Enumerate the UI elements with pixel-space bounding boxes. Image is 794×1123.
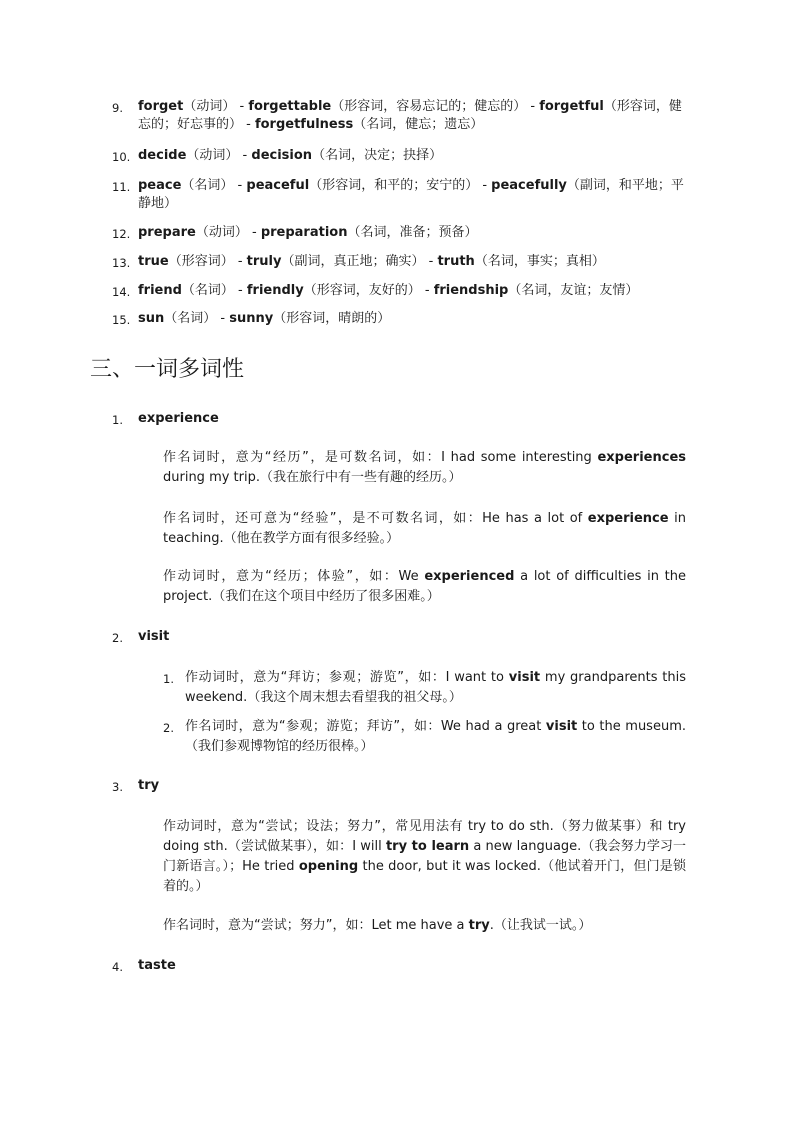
entry-heading-experience xyxy=(112,410,219,429)
word-list-item-12 xyxy=(112,224,692,243)
list-item xyxy=(112,177,692,213)
item-number: 9. xyxy=(112,101,123,115)
item-text: forget（动词） - forgettable（形容词，容易忘记的；健忘的） - forgetful（形容词，健忘的；好忘事的） - forgetfulness（名词，健忘；遗忘） xyxy=(138,99,682,132)
entry-word: try xyxy=(138,778,160,793)
word-list-item-14 xyxy=(112,282,692,301)
item-number: 10. xyxy=(112,150,131,164)
list-item xyxy=(112,98,692,134)
entry-number: 1. xyxy=(112,413,123,427)
entry-heading-visit xyxy=(112,628,169,647)
entry-word: visit xyxy=(138,629,170,644)
list-item xyxy=(112,253,692,272)
sub-item xyxy=(163,717,686,757)
item-text: friend（名词） - friendly（形容词，友好的） - friendship（名词，友谊；友情） xyxy=(138,283,639,298)
sub-text: 作名词时，意为“参观；游览；拜访”，如：We had a great visit to the museum.（我们参观博物馆的经历很棒。） xyxy=(185,719,686,754)
paragraph: 作动词时，意为“经历；体验”，如：We experienced a lot of difficulties in the project.（我们在这个项目中经历了很多困难。） xyxy=(163,569,686,604)
entry-number: 3. xyxy=(112,780,123,794)
item-number: 14. xyxy=(112,285,131,299)
paragraph: 作名词时，还可意为“经验”，是不可数名词，如：He has a lot of experience in teaching.（他在教学方面有很多经验。） xyxy=(163,511,686,546)
word-list-item-13 xyxy=(112,253,692,272)
paragraph: 作名词时，意为“经历”，是可数名词，如：I had some interesting experiences during my trip.（我在旅行中有一些有趣的经历。） xyxy=(163,450,686,485)
item-text: true（形容词） - truly（副词，真正地；确实） - truth（名词，事实；真相） xyxy=(138,254,605,269)
entry-number: 2. xyxy=(112,631,123,645)
word-list xyxy=(112,98,692,134)
word-list-item-10 xyxy=(112,147,692,166)
list-item xyxy=(112,310,692,329)
item-number: 15. xyxy=(112,313,131,327)
item-number: 13. xyxy=(112,256,131,270)
sub-text: 作动词时，意为“拜访；参观；游览”，如：I want to visit my grandparents this weekend.（我这个周末想去看望我的祖父母。） xyxy=(185,670,687,705)
entry-heading-taste xyxy=(112,957,176,976)
sub-item xyxy=(163,668,686,708)
entry-word: taste xyxy=(138,958,176,973)
entry-word: experience xyxy=(138,411,219,426)
list-item xyxy=(112,224,692,243)
list-item xyxy=(112,147,692,166)
item-text: sun（名词） - sunny（形容词，晴朗的） xyxy=(138,311,391,326)
item-text: peace（名词） - peaceful（形容词，和平的；安宁的） - peacefully（副词，和平地；平静地） xyxy=(138,178,684,211)
word-list-item-15 xyxy=(112,310,692,329)
item-number: 11. xyxy=(112,180,131,194)
item-text: decide（动词） - decision（名词，决定；抉择） xyxy=(138,148,443,163)
word-list-item-11 xyxy=(112,177,692,213)
section-title: 三、一词多词性 xyxy=(90,357,245,382)
entry-number: 4. xyxy=(112,960,123,974)
list-item xyxy=(112,282,692,301)
entry-heading-try xyxy=(112,777,159,796)
paragraph: 作名词时，意为“尝试；努力”，如：Let me have a try.（让我试一试。） xyxy=(163,918,592,933)
sub-number: 1. xyxy=(163,672,174,686)
item-number: 12. xyxy=(112,227,131,241)
sub-number: 2. xyxy=(163,721,174,735)
paragraph: 作动词时，意为“尝试；设法；努力”，常见用法有 try to do sth.（努力做某事）和 try doing sth.（尝试做某事），如：I will try to learn a new language.（我会努力学习一门新语言。）；He tried opening the door, but it was locked.（他试着开门，但门是锁着的。） xyxy=(163,819,687,894)
item-text: prepare（动词） - preparation（名词，准备；预备） xyxy=(138,225,478,240)
